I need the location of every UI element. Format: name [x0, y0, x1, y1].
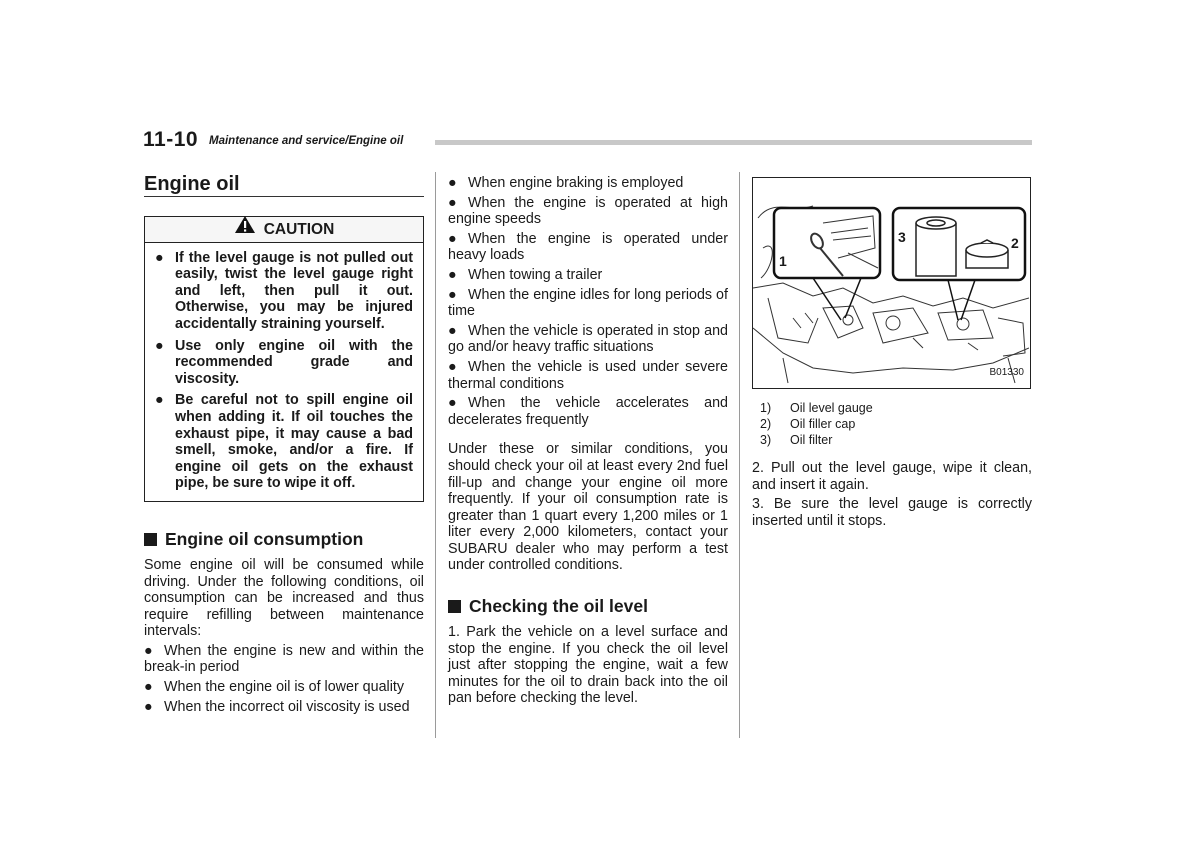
- step-2: 2. Pull out the level gauge, wipe it clean, and insert it again.: [752, 460, 1032, 493]
- consumption-paragraph: Under these or similar conditions, you should check your oil at least every 2nd fuel fill-up and change your engine oil more frequently. If your oil consumption rate is greater than 1 quart every 1,200 miles or 1 liter every 2,000 kilometers, contact your SUBARU dealer who may perform a test under controlled conditions.: [448, 441, 728, 574]
- page-title: Engine oil: [144, 176, 424, 197]
- bullet-icon: ●: [144, 698, 153, 715]
- column-middle: [448, 175, 728, 707]
- condition-list: [144, 643, 424, 715]
- section-square-icon: [448, 600, 461, 613]
- column-left: [144, 172, 424, 718]
- page-number: 11-10: [143, 128, 199, 151]
- list-item: ● When the engine is operated under heavy loads: [448, 230, 728, 264]
- bullet-icon: ●: [144, 642, 153, 659]
- bullet-icon: ●: [144, 679, 153, 696]
- check-heading: Checking the oil level: [448, 596, 728, 616]
- bullet-icon: ●: [448, 266, 457, 283]
- bullet-icon: ●: [448, 230, 457, 247]
- section-path: Maintenance and service/Engine oil: [209, 135, 404, 147]
- section-square-icon: [144, 533, 157, 546]
- bullet-icon: ●: [448, 395, 457, 412]
- list-item: ● When the incorrect oil viscosity is used: [144, 698, 410, 715]
- caution-item: ● Be careful not to spill engine oil when adding it. If oil touches the exhaust pipe, it may cause a bad smell, smoke, and/or a fire. If engine oil gets on the exhaust pipe, be sure to wipe it off.: [155, 392, 413, 492]
- list-item: ● When the engine is new and within the break-in period: [144, 642, 424, 676]
- step-3: 3. Be sure the level gauge is correctly inserted until it stops.: [752, 496, 1032, 529]
- bullet-icon: ●: [448, 358, 457, 375]
- callout-1: 1: [779, 253, 787, 269]
- column-divider: [739, 172, 740, 738]
- callout-2: 2: [1011, 235, 1019, 251]
- caution-item: ● Use only engine oil with the recommended grade and viscosity.: [155, 337, 413, 387]
- list-item: ● When engine braking is employed: [448, 175, 684, 191]
- list-item: ● When the vehicle accelerates and decelerates frequently: [448, 395, 728, 428]
- bullet-icon: ●: [448, 286, 457, 303]
- list-item: ● When the engine oil is of lower quality: [144, 679, 405, 696]
- header-rule: [435, 140, 1032, 145]
- engine-bay-illustration: [753, 178, 1029, 387]
- list-item: ● When towing a trailer: [448, 266, 603, 283]
- caution-item: ● If the level gauge is not pulled out easily, twist the level gauge right and left, then pull it out. Otherwise, you may be injured accidentally straining yourself.: [155, 249, 413, 332]
- step-1: 1. Park the vehicle on a level surface and stop the engine. If you check the oil level just after stopping the engine, wait a few minutes for the oil to drain back into the oil pan before checking the level.: [448, 624, 728, 707]
- bullet-icon: ●: [155, 392, 164, 409]
- engine-bay-figure: [752, 177, 1031, 389]
- page-header: [143, 128, 1032, 152]
- legend-item: 3) Oil filter: [760, 433, 833, 447]
- bullet-icon: ●: [155, 249, 164, 266]
- list-item: ● When the engine idles for long periods of time: [448, 286, 728, 320]
- warning-triangle-icon: [234, 215, 256, 242]
- condition-list: [448, 175, 728, 428]
- caution-list: [145, 243, 423, 501]
- bullet-icon: ●: [448, 175, 457, 191]
- bullet-icon: ●: [155, 337, 164, 354]
- list-item: ● When the vehicle is used under severe thermal conditions: [448, 358, 728, 392]
- consumption-intro: Some engine oil will be consumed while driving. Under the following conditions, oil consumption can be increased and thus require refilling between maintenance intervals:: [144, 556, 424, 640]
- list-item: ● When the vehicle is operated in stop and go and/or heavy traffic situations: [448, 322, 728, 356]
- figure-legend: [760, 400, 1032, 448]
- caution-label: CAUTION: [263, 220, 335, 238]
- list-item: ● When the engine is operated at high engine speeds: [448, 194, 728, 228]
- bullet-icon: ●: [448, 322, 457, 339]
- steps: [752, 460, 1032, 529]
- legend-item: 2) Oil filler cap: [760, 417, 856, 431]
- bullet-icon: ●: [448, 194, 457, 211]
- consumption-heading: Engine oil consumption: [144, 529, 424, 549]
- caution-header: [145, 217, 423, 243]
- legend-item: 1) Oil level gauge: [760, 401, 873, 415]
- callout-3: 3: [898, 229, 906, 245]
- column-divider: [435, 172, 436, 738]
- caution-box: [144, 216, 424, 502]
- figure-code: B01330: [989, 367, 1024, 379]
- column-right: [752, 172, 1032, 532]
